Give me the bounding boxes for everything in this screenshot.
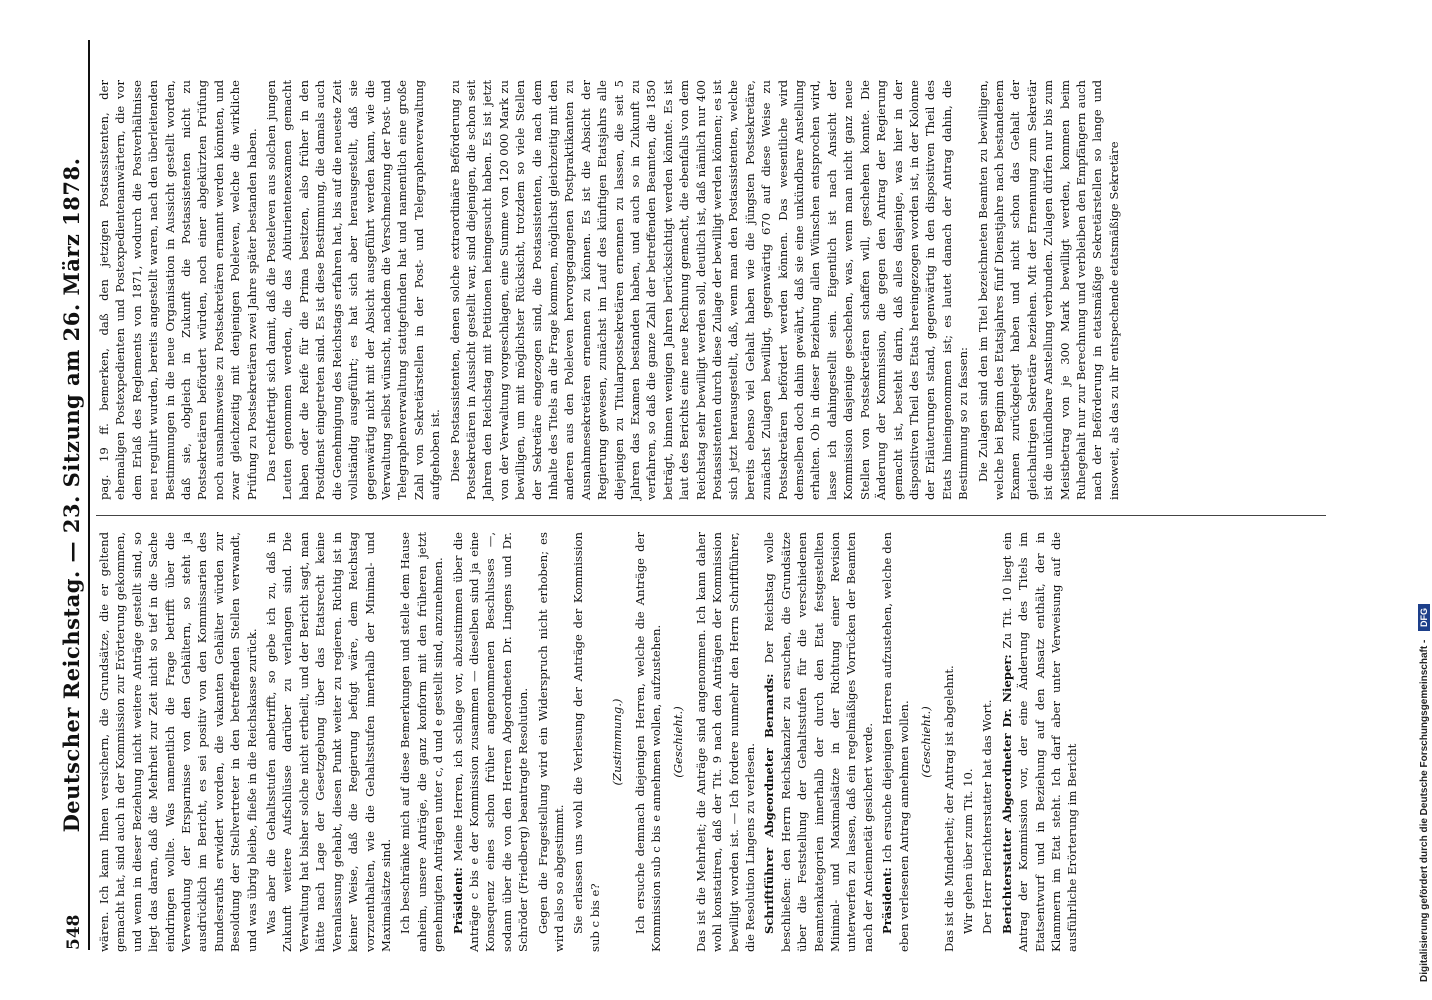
speech-paragraph — [999, 532, 1081, 952]
column-divider — [96, 515, 1326, 516]
text-paragraph: wären. Ich kann Ihnen versichern, die Grundsätze, die er geltend gemacht hat, sind auch in der Kommission zur Erörterung gekommen, und wenn in dieser Beziehung nicht weitere Anträge gestellt sind, so liegt das daran, daß die Mehrheit zur Zeit nicht so tief in die Sache eindringen wollte. Was namentlich die Frage betrifft über die Verwendung der Ersparnisse von den Gehältern, so steht ja ausdrücklich im Bericht, es sei positiv von den Kommissarien des Bundesraths erwidert worden, die vakanten Gehälter würden zur Besoldung der Stellvertreter in den betreffenden Stellen verwandt, und was übrig bleibe, fließe in die Reichskasse zurück. — [97, 532, 259, 952]
speech-text: Zu Tit. 10 liegt ein Antrag der Kommission vor, der eine Änderung des Titels im Etatsentwurf und in Beziehung auf den Ansatz enthält, der in Klammern im Etat steht. Ich darf aber unter Verweisung auf die ausführliche Erörterung im Bericht — [999, 532, 1080, 952]
right-column — [96, 80, 1125, 500]
speech-paragraph — [879, 532, 912, 952]
speaker-name: Schriftführer Abgeordneter Bernards: — [762, 663, 777, 934]
stage-direction: (Geschieht.) — [671, 706, 686, 778]
text-paragraph: Was aber die Gehaltsstufen anbetrifft, so gebe ich zu, daß in Zukunft weitere Aufschlüsse darüber zu verlangen sind. Die Verwaltung hat bisher solche nicht ertheilt, und der Bericht sagt, man hätte nach Lage der Gesetzgebung über das Etatsrecht keine Veranlassung gehabt, diesen Punkt weiter zu regieren. Richtig ist in keiner Weise, daß die Regierung befugt wäre, dem Reichstag vorzuenthalten, wie die Gehaltsstufen innerhalb der Minimal- und Maximalsätze sind. — [264, 532, 393, 952]
text-paragraph: Gegen die Fragestellung wird ein Widerspruch nicht erhoben; es wird also so abgestimmt. — [535, 532, 566, 952]
speech-paragraph — [450, 532, 532, 952]
text-paragraph: Der Herr Berichterstatter hat das Wort. — [980, 699, 995, 934]
speech-text: Der Reichstag wolle beschließen: den Herrn Reichskanzler zu ersuchen, die Grundsätze über die Feststellung der Gehaltsstufen für die verschiedenen Beamtenkategorien innerhalb der durch den Etat festgestellten Minimal- und Maximalsätze in der Richtung einer Revision unterwerfen zu lassen, daß ein regelmäßiges Vorrücken der Beamten nach der Anciennetät gesichert werde. — [762, 532, 875, 952]
speaker-name: Präsident: — [450, 861, 465, 934]
speech-text: Ich ersuche diejenigen Herren aufzustehen, welche den eben verlesenen Antrag annehmen wollen. — [880, 532, 911, 952]
credit-text: Digitalisierung gefördert durch die Deutsche Forschungsgemeinschaft - — [1419, 639, 1430, 982]
text-paragraph: Wir gehen über zum Tit. 10. — [960, 768, 975, 934]
text-paragraph: pag. 19 ff. bemerken, daß den jetzigen Postassistenten, der ehemaligen Postexpedienten und Postexpedientenanwärtern, die vor dem Erlaß des Reglements von 1871, wodurch die Postverhältnisse neu regulirt wurden, bereits angestellt waren, nach den überleitenden Bestimmungen in die neue Organisation in Aussicht gestellt worden, daß sie, obgleich in Zukunft die Postassistenten nicht zu Postsekretären befördert würden, noch einer abgekürzten Prüfung noch ausnahmsweise zu Postsekretären ernannt werden könnten, und zwar gleichzeitig mit denjenigen Poleleven, welche die wirkliche Prüfung zu Postsekretären zwei Jahre später bestanden haben. — [97, 80, 259, 500]
running-title: Deutscher Reichstag. — 23. Sitzung am 26. März 1878. — [59, 157, 84, 833]
left-column — [96, 532, 1084, 952]
text-paragraph: Sie erlassen uns wohl die Verlesung der Anträge der Kommission sub c bis e? — [571, 532, 602, 952]
page-number: 548 — [64, 914, 84, 950]
digitization-credit — [1418, 12, 1430, 982]
stage-direction: (Geschieht.) — [919, 706, 934, 778]
text-paragraph: Das ist die Minderheit; der Antrag ist abgelehnt. — [941, 665, 956, 952]
text-paragraph: Das rechtfertigt sich damit, daß die Posteleven aus solchen jungen Leuten genommen werden, die das Abiturientenexamen gemacht haben oder die Reife für die Prima besitzen, also früher in den Postdienst eingetreten sind. Es ist diese Bestimmung, die damals auch die Genehmigung des Reichstags erfahren hat, bis auf die neueste Zeit vollständig ausgeführt; es hat sich aber herausgestellt, daß sie gegenwärtig nicht mit der Absicht ausgeführt werden kann, wie die Verwaltung selbst wünscht, nachdem die Verschmelzung der Post- und Telegraphenverwaltung stattgefunden hat und namentlich eine große Zahl von Sekretärstellen in der Post- und Telegraphenverwaltung aufgehoben ist. — [264, 80, 443, 500]
page-header — [34, 40, 90, 950]
dfg-logo: DFG — [1418, 604, 1430, 631]
stage-direction: (Zustimmung.) — [610, 698, 625, 786]
speech-text: Meine Herren, ich schlage vor, abzustimmen über die Anträge c bis e der Kommission zusammen — dieselben sind ja eine Konsequenz eines schon früher angenommenen Beschlusses —, sodann über die von den Herren Abgeordneten Dr. Lingens und Dr. Schröder (Friedberg) beantragte Resolution. — [450, 531, 531, 952]
text-paragraph: Diese Postassistenten, denen solche extraordinäre Beförderung zu Postsekretären in Aussicht gestellt war, sind diejenigen, die schon seit Jahren den Reichstag mit Petitionen heimgesucht haben. Es ist jetzt von der Verwaltung vorgeschlagen, eine Summe von 120 000 Mark zu bewilligen, um mit möglichster Rücksicht, trotzdem so viele Stellen der Sekretäre eingezogen sind, die Postassistenten, die nach dem Inhalte des Titels an die Frage kommen, möglichst gleichzeitig mit den anderen aus den Poleleven hervorgegangenen Postpraktikanten zu Ausnahmesekretären ernennen zu können. Es ist die Absicht der Regierung gewesen, zunächst im Lauf des künftigen Etatsjahrs alle diejenigen zu Titularpostsekretären ernennen zu lassen, die seit 5 Jahren das Examen bestanden haben, und auch so in Zukunft zu verfahren, so daß die ganze Zahl der betreffenden Beamten, die 1850 beträgt, binnen wenigen Jahren berücksichtigt werden könnte. Es ist laut des Berichts eine neue Rechnung gemacht, die ebenfalls von dem Reichstag sehr bewilligt werden soll, deutlich ist, daß nämlich nur 400 Postassistenten durch diese Zulage der bewilligt werden können; es ist sich jetzt herausgestellt, daß, wenn man den Postassistenten, welche bereits ebenso viel Gehalt haben wie die jüngsten Postsekretäre, zunächst Zulagen bewilligt, gegenwärtig 670 auf diese Weise zu Postsekretären befördert werden können. Das wesentliche wird demselben doch dahin gewährt, daß sie eine unkündbare Anstellung erhalten. Ob in dieser Beziehung allen Wünschen entsprochen wird, lasse ich dahingestellt sein. Eigentlich ist nach Ansicht der Kommission dasjenige geschehen, was, wenn man nicht ganz neue Stellen von Postsekretären schaffen will, geschehen konnte. Die Änderung der Kommission, die gegen den Antrag der Regierung gemacht ist, besteht darin, daß alles dasjenige, was hier in der dispositiven Theil des Etats hereingezogen worden ist, in der Kolonne der Erläuterungen stand, gegenwärtig in den dispositiven Theil des Etats hineingenommen ist; es lautet danach der Antrag dahin, die Bestimmung so zu fassen: — [447, 80, 971, 500]
text-paragraph: Ich ersuche demnach diejenigen Herren, welche die Anträge der Kommission sub c bis e annehmen wollen, aufzustehen. — [632, 532, 663, 952]
document-page — [18, 0, 1398, 1000]
speech-paragraph — [761, 532, 876, 952]
text-paragraph: Die Zulagen sind den im Titel bezeichneten Beamten zu bewilligen, welche bei Beginn des Etatsjahres fünf Dienstjahre nach bestandenem Examen zurückgelegt haben und nicht schon das Gehalt der gleichaltrigen Sekretäre beziehen. Mit der Ernennung zum Sekretär ist die unkündbare Anstellung verbunden. Zulagen dürfen nur bis zum Meistbetrag von je 300 Mark bewilligt werden, kommen beim Ruhegehalt nur zur Berechnung und verbleiben den Empfängern auch nach der Beförderung in etatsmäßige Sekretärstellen so lange und insoweit, als das zu ihr entspechende etatsmäßige Sekretäre — [975, 80, 1121, 500]
text-paragraph: Das ist die Mehrheit; die Anträge sind angenommen. Ich kann daher wohl konstatiren, daß der Tit. 9 nach den Anträgen der Kommission bewilligt worden ist. — Ich fordere nunmehr den Herrn Schriftführer, die Resolution Lingens zu verlesen. — [693, 532, 758, 952]
speaker-name: Präsident: — [880, 862, 895, 934]
text-paragraph: Ich beschränke mich auf diese Bemerkungen und stelle dem Hause anheim, unsere Anträge, die ganz konform mit den früheren jetzt genehmigten Anträgen unter c, d und e gestellt sind, anzunehmen. — [398, 532, 446, 952]
speaker-name: Berichterstatter Abgeordneter Dr. Nieper: — [999, 648, 1014, 934]
